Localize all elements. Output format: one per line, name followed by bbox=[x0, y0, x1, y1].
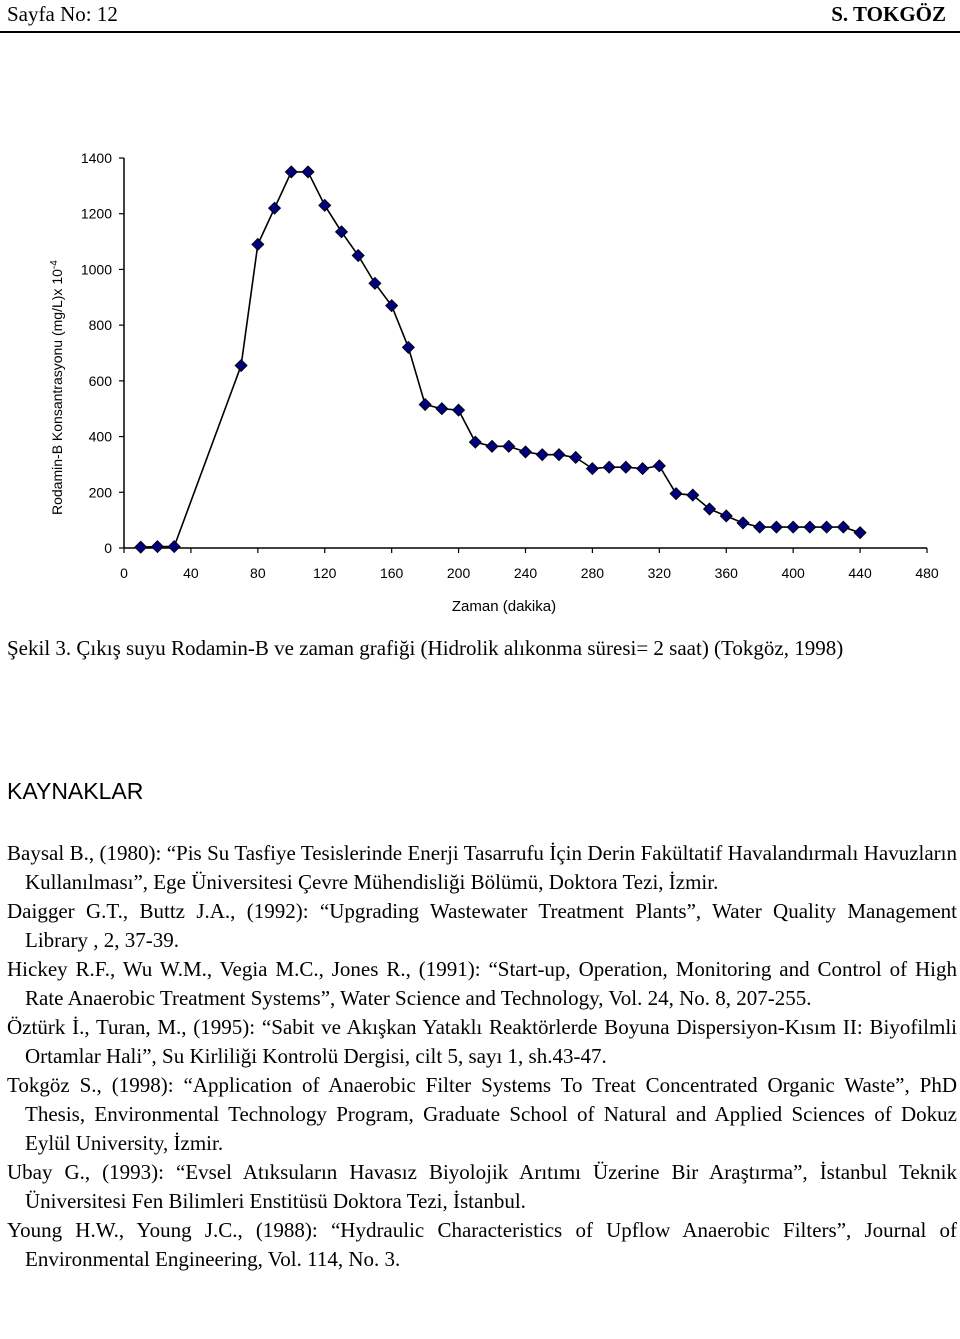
x-tick-label: 280 bbox=[580, 565, 605, 581]
data-point-marker bbox=[352, 250, 364, 262]
y-tick-labels bbox=[81, 150, 124, 556]
data-point-marker bbox=[419, 399, 431, 411]
data-point-marker bbox=[821, 521, 833, 533]
data-point-marker bbox=[637, 463, 649, 475]
data-point-marker bbox=[586, 463, 598, 475]
figure-caption-text: Şekil 3. Çıkış suyu Rodamin-B ve zaman grafiği (Hidrolik alıkonma süresi= 2 saat) (Tokgöz, 1998) bbox=[7, 636, 844, 660]
data-point-marker bbox=[720, 510, 732, 522]
author-name: S. TOKGÖZ bbox=[831, 2, 946, 26]
x-tick-label: 120 bbox=[313, 565, 337, 581]
reference-item: Öztürk İ., Turan, M., (1995): “Sabit ve Akışkan Yataklı Reaktörlerde Boyuna Dispersiyon-Kısım II: Biyofilmli Ortamlar Hali”, Su Kirliliği Kontrolü Dergisi, cilt 5, sayı 1, sh.43-47. bbox=[7, 1015, 957, 1068]
x-tick-label: 480 bbox=[915, 565, 939, 581]
data-point-marker bbox=[151, 541, 163, 553]
data-point-marker bbox=[252, 238, 264, 250]
references-heading: KAYNAKLAR bbox=[7, 778, 144, 804]
y-tick-label: 200 bbox=[88, 484, 112, 501]
y-tick-label: 1200 bbox=[80, 205, 112, 222]
x-axis-title: Zaman (dakika) bbox=[451, 598, 557, 615]
data-point-marker bbox=[854, 527, 866, 539]
x-tick-label: 400 bbox=[781, 565, 805, 581]
data-point-marker bbox=[653, 460, 665, 472]
x-tick-labels bbox=[120, 548, 939, 581]
x-tick-label: 200 bbox=[446, 565, 471, 581]
data-point-marker bbox=[787, 521, 799, 533]
y-tick-label: 600 bbox=[88, 372, 112, 389]
data-point-marker bbox=[386, 300, 398, 312]
series-polyline bbox=[141, 172, 860, 547]
reference-item: Young H.W., Young J.C., (1988): “Hydraulic Characteristics of Upflow Anaerobic Filters”, Journal of Environmental Engineering, Vol. 114, No. 3. bbox=[7, 1218, 957, 1271]
y-axis-title-text: Rodamin-B Konsantrasyonu (mg/L)x 10 bbox=[49, 269, 65, 515]
y-tick-label: 400 bbox=[88, 428, 112, 445]
data-point-marker bbox=[469, 436, 481, 448]
x-tick-label: 240 bbox=[513, 565, 538, 581]
data-point-marker bbox=[536, 449, 548, 461]
header-rule bbox=[0, 31, 960, 33]
data-point-marker bbox=[670, 488, 682, 500]
x-tick-label: 160 bbox=[379, 565, 404, 581]
concentration-time-chart bbox=[0, 140, 960, 620]
data-point-marker bbox=[369, 277, 381, 289]
y-axis-title-sup: -4 bbox=[48, 260, 60, 270]
reference-item: Tokgöz S., (1998): “Application of Anaerobic Filter Systems To Treat Concentrated Organic Waste”, PhD Thesis, Environmental Technology Program, Graduate School of Natural and Applied Sciences of Dokuz Eylül University, İzmir. bbox=[7, 1073, 957, 1155]
reference-list bbox=[7, 839, 957, 1274]
reference-item: Baysal B., (1980): “Pis Su Tasfiye Tesislerinde Enerji Tasarrufu İçin Derin Fakültatif Havalandırmalı Havuzların Kullanılması”, Ege Üniversitesi Çevre Mühendisliği Bölümü, Doktora Tezi, İzmir. bbox=[7, 841, 957, 894]
reference-item: Hickey R.F., Wu W.M., Vegia M.C., Jones R., (1991): “Start-up, Operation, Monitoring and Control of High Rate Anaerobic Treatment Systems”, Water Science and Technology, Vol. 24, No. 8, 207-255. bbox=[7, 957, 957, 1010]
y-tick-label: 0 bbox=[104, 540, 112, 556]
data-point-marker bbox=[285, 166, 297, 178]
x-tick-label: 0 bbox=[120, 565, 128, 581]
data-point-marker bbox=[770, 521, 782, 533]
data-point-marker bbox=[302, 166, 314, 178]
page-number: Sayfa No: 12 bbox=[7, 2, 118, 26]
data-point-marker bbox=[269, 202, 281, 214]
reference-item: Ubay G., (1993): “Evsel Atıksuların Havasız Biyolojik Arıtımı Üzerine Bir Araştırma”, İstanbul Teknik Üniversitesi Fen Bilimleri Enstitüsü Doktora Tezi, İstanbul. bbox=[7, 1160, 957, 1213]
data-point-marker bbox=[319, 199, 331, 211]
data-point-marker bbox=[235, 360, 247, 372]
x-tick-label: 320 bbox=[647, 565, 672, 581]
data-point-marker bbox=[402, 341, 414, 353]
y-tick-label: 1000 bbox=[80, 261, 112, 278]
series-line bbox=[135, 166, 866, 553]
chart-axes bbox=[124, 158, 927, 548]
data-point-marker bbox=[804, 521, 816, 533]
data-point-marker bbox=[620, 461, 632, 473]
data-point-marker bbox=[335, 226, 347, 238]
data-point-marker bbox=[837, 521, 849, 533]
x-tick-label: 360 bbox=[714, 565, 738, 581]
data-point-marker bbox=[737, 517, 749, 529]
x-tick-label: 40 bbox=[183, 565, 199, 581]
data-point-marker bbox=[168, 541, 180, 553]
data-point-marker bbox=[520, 446, 532, 458]
data-point-marker bbox=[754, 521, 766, 533]
data-point-marker bbox=[453, 404, 465, 416]
y-axis-title bbox=[49, 260, 66, 515]
data-point-marker bbox=[553, 449, 565, 461]
data-point-marker bbox=[486, 440, 498, 452]
svg-text:Rodamin-B Konsantrasyonu (mg/L bbox=[49, 260, 66, 515]
data-point-marker bbox=[436, 403, 448, 415]
y-tick-label: 800 bbox=[88, 317, 112, 334]
data-point-marker bbox=[603, 461, 615, 473]
y-tick-label: 1400 bbox=[80, 150, 112, 166]
page-header bbox=[0, 0, 960, 33]
data-point-marker bbox=[503, 440, 515, 452]
data-point-marker bbox=[135, 541, 147, 553]
figure-caption bbox=[7, 633, 947, 663]
x-tick-label: 80 bbox=[250, 565, 266, 581]
reference-item: Daigger G.T., Buttz J.A., (1992): “Upgrading Wastewater Treatment Plants”, Water Quality Management Library , 2, 37-39. bbox=[7, 899, 957, 952]
data-point-marker bbox=[570, 451, 582, 463]
x-tick-label: 440 bbox=[848, 565, 872, 581]
